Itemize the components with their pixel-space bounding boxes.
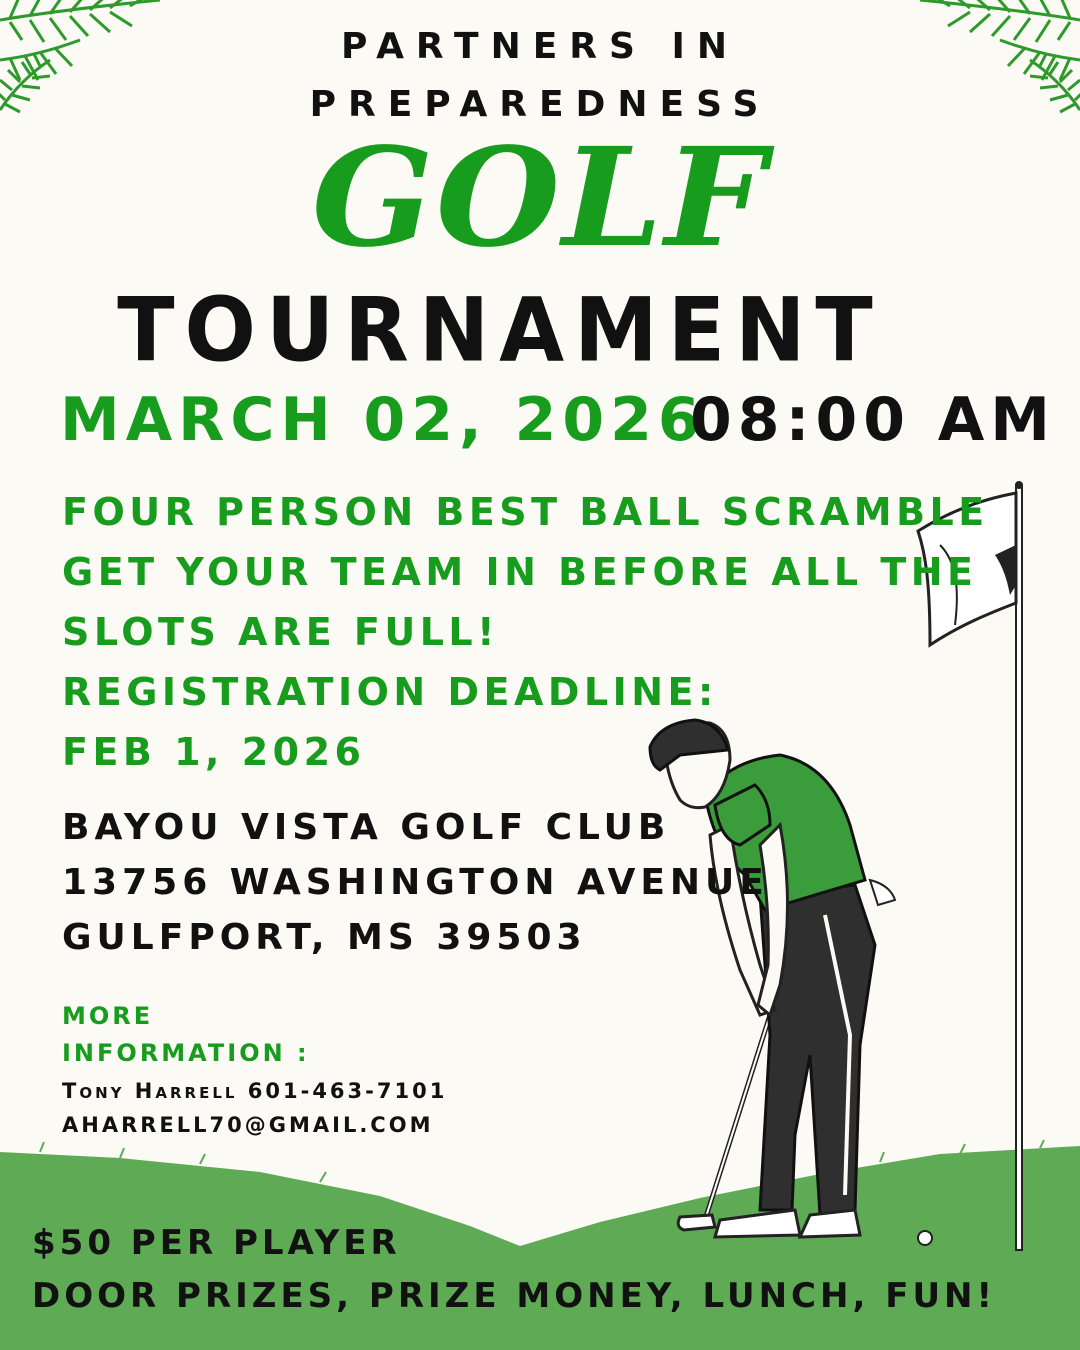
more-info-label-1: MORE [62, 1002, 154, 1030]
detail-team-line-1: GET YOUR TEAM IN BEFORE ALL THE [62, 550, 978, 594]
venue-street: 13756 WASHINGTON AVENUE [62, 862, 769, 903]
golfer-illustration [620, 715, 910, 1245]
kicker-line-1: PARTNERS IN [340, 26, 740, 67]
perks-line: DOOR PRIZES, PRIZE MONEY, LUNCH, FUN! [32, 1276, 997, 1316]
page-title: GOLF [311, 118, 769, 278]
kicker-line-2: PREPAREDNESS [309, 84, 771, 125]
contact-email[interactable]: AHARRELL70@GMAIL.COM [62, 1113, 434, 1137]
detail-deadline-date: FEB 1, 2026 [62, 730, 366, 774]
more-info-label-2: INFORMATION : [62, 1039, 310, 1067]
event-time: 08:00 AM [690, 385, 1057, 455]
event-date: MARCH 02, 2026 [60, 385, 706, 455]
detail-format: FOUR PERSON BEST BALL SCRAMBLE [62, 490, 989, 534]
page-subtitle: TOURNAMENT [117, 278, 883, 382]
venue-name: BAYOU VISTA GOLF CLUB [62, 807, 671, 848]
detail-deadline-label: REGISTRATION DEADLINE: [62, 670, 718, 714]
price-line: $50 PER PLAYER [32, 1223, 401, 1263]
venue-city: GULFPORT, MS 39503 [62, 917, 587, 958]
contact-name-phone: Tony Harrell 601-463-7101 [62, 1079, 448, 1103]
detail-team-line-2: SLOTS ARE FULL! [62, 610, 499, 654]
